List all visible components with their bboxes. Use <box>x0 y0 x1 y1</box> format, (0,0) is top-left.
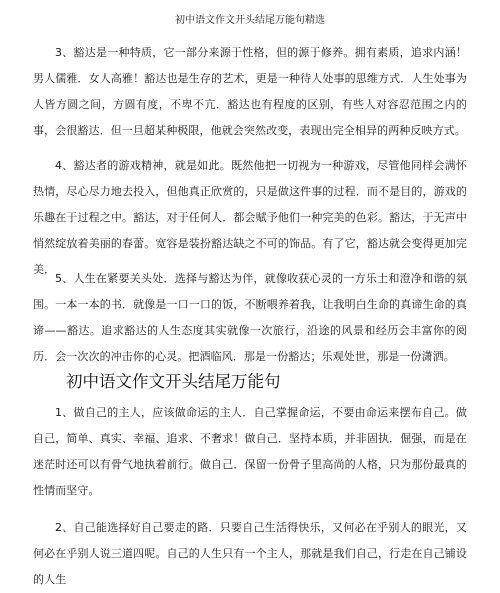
paragraph-4: 4、豁达者的游戏精神，就是如此。既然他把一切视为一种游戏，尽管他同样会满怀热情，尽心尽力地去投入，但他真正欣赏的，只是做这件事的过程．而不是目的，游戏的乐趣在于过程之中。豁达，对于任何人．都会赋予他们一种完美的色彩。豁达，于无声中悄然绽放着美丽的春蕾。宽容是装扮豁达缺之不可的饰品。有了它，豁达就会变得更加完美． <box>33 159 467 276</box>
section-paragraph-1: 1、做自己的主人，应该做命运的主人．自己掌握命运，不要由命运来摆布自己。做自己，简单、真实、幸福、追求、不奢求！做自己．坚持本质，并非固执．倔强，而是在迷茫时还可以有骨气地执着前行。做自己．保留一份骨子里高尚的人格，只为那份最真的性情而坚守。 <box>33 406 467 497</box>
running-header: 初中语文作文开头结尾万能句精选 <box>175 15 325 26</box>
section-heading: 初中语文作文开头结尾万能句 <box>66 372 281 391</box>
section-paragraph-2: 2、自己能选择好自己要走的路．只要自己生活得快乐，又何必在乎别人的眼光，又何必在乎别人说三道四呢。自己的人生只有一个主人，那就是我们自己，行走在自己铺设的人生 <box>33 521 467 586</box>
paragraph-5: 5、人生在紧要关头处．选择与豁达为伴，就像收获心灵的一方乐土和澄净和谐的氛围。一本一本的书．就像是一口一口的饭，不断喂养着我，让我明白生命的真谛生命的真谛——豁达。追求豁达的人生态度其实就像一次旅行，沿途的风景和经历会丰富你的阅历．会一次次的冲击你的心灵。把酒临风．那是一份豁达；乐观处世，那是一份潇洒。 <box>33 272 467 363</box>
paragraph-3: 3、豁达是一种特质，它一部分来源于性格，但的源于修养。拥有素质，追求内涵！男人儒雅．女人高雅！豁达也是生存的艺术，更是一种待人处事的思维方式．人生处事为人皆方圆之间，方圆有度，不卑不亢．豁达也有程度的区别，有些人对容忍范围之内的事，会很豁达．但一旦超某种极限，他就会突然改变，表现出完全相异的两种反映方式。 <box>33 46 467 137</box>
